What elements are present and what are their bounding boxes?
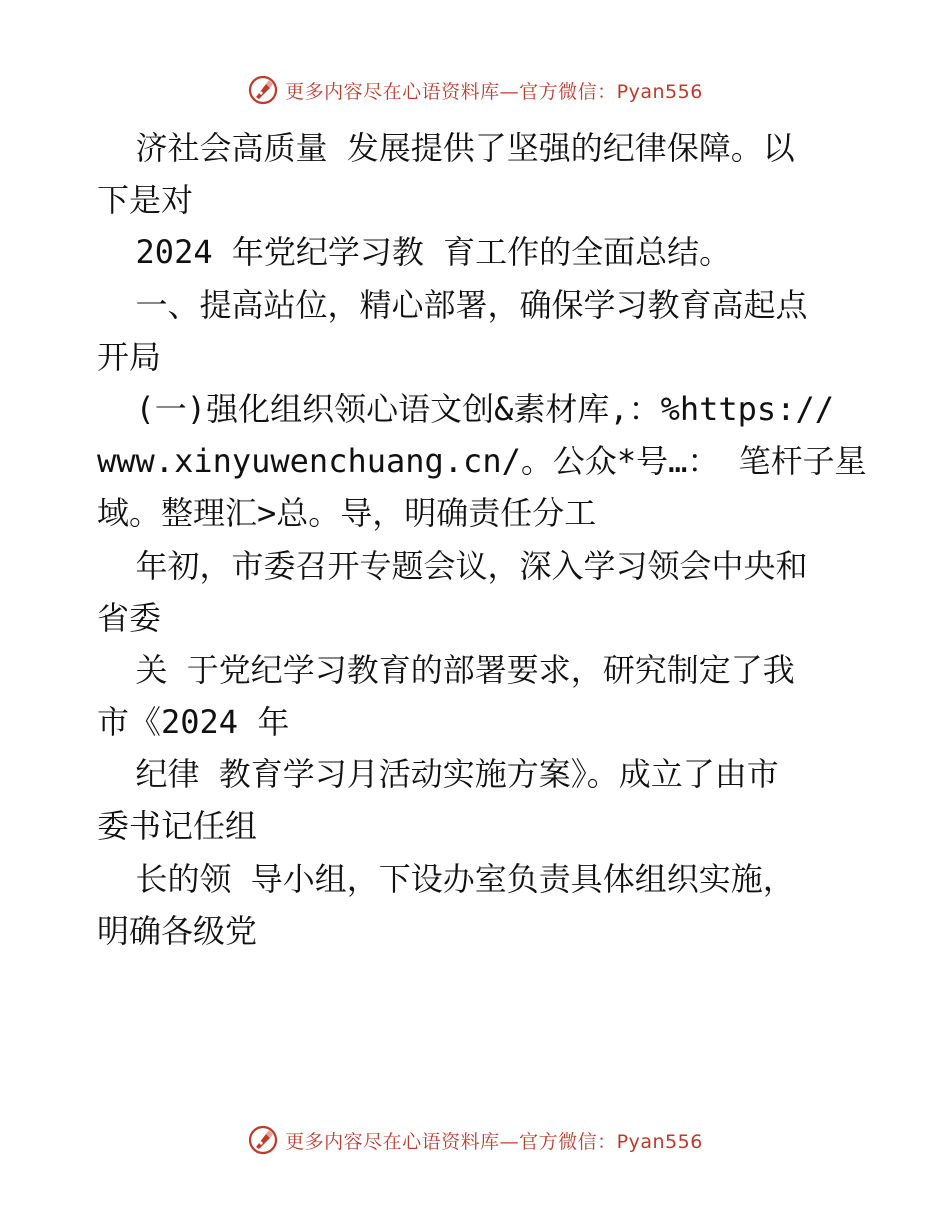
watermark-text: 更多内容尽在心语资料库—官方微信：Pyan556: [285, 80, 703, 103]
section-heading-line: 开局: [97, 337, 162, 376]
text-line: 委书记任组: [97, 807, 258, 846]
section-heading-line: 一、提高站位，精心部署，确保学习教育高起点: [97, 285, 808, 324]
footer-watermark: [0, 1120, 950, 1160]
text-line: 关 于党纪学习教育的部署要求，研究制定了我: [97, 650, 795, 689]
subsection-heading-line: (一)强化组织领心语文创&素材库,：%https://: [97, 389, 834, 428]
text-line: 济社会高质量 发展提供了坚强的纪律保障。以: [97, 129, 795, 167]
watermark-text: 更多内容尽在心语资料库—官方微信：Pyan556: [285, 1130, 703, 1153]
text-line: 纪律 教育学习月活动实施方案》。成立了由市: [97, 755, 779, 794]
pen-nib-logo-icon: [247, 74, 279, 106]
text-line: 域。整理汇>总。导，明确责任分工: [97, 494, 597, 533]
text-line: www.xinyuwenchuang.cn/。公众*号…： 笔杆子星: [97, 442, 867, 481]
watermark-wechat-id: Pyan556: [616, 1130, 703, 1153]
text-line: 市《2024 年: [97, 703, 290, 742]
watermark-wechat-id: Pyan556: [616, 80, 703, 103]
text-line: 年初，市委召开专题会议，深入学习领会中央和: [97, 546, 808, 585]
text-line: 2024 年党纪学习教 育工作的全面总结。: [97, 233, 732, 272]
document-body: [97, 122, 867, 957]
header-watermark: [0, 70, 950, 110]
text-line: 长的领 导小组，下设办室负责具体组织实施，: [97, 859, 795, 898]
text-line: 下是对: [97, 181, 194, 220]
text-line: 省委: [97, 598, 162, 637]
pen-nib-logo-icon: [247, 1124, 279, 1156]
text-line: 明确各级党: [97, 911, 258, 950]
